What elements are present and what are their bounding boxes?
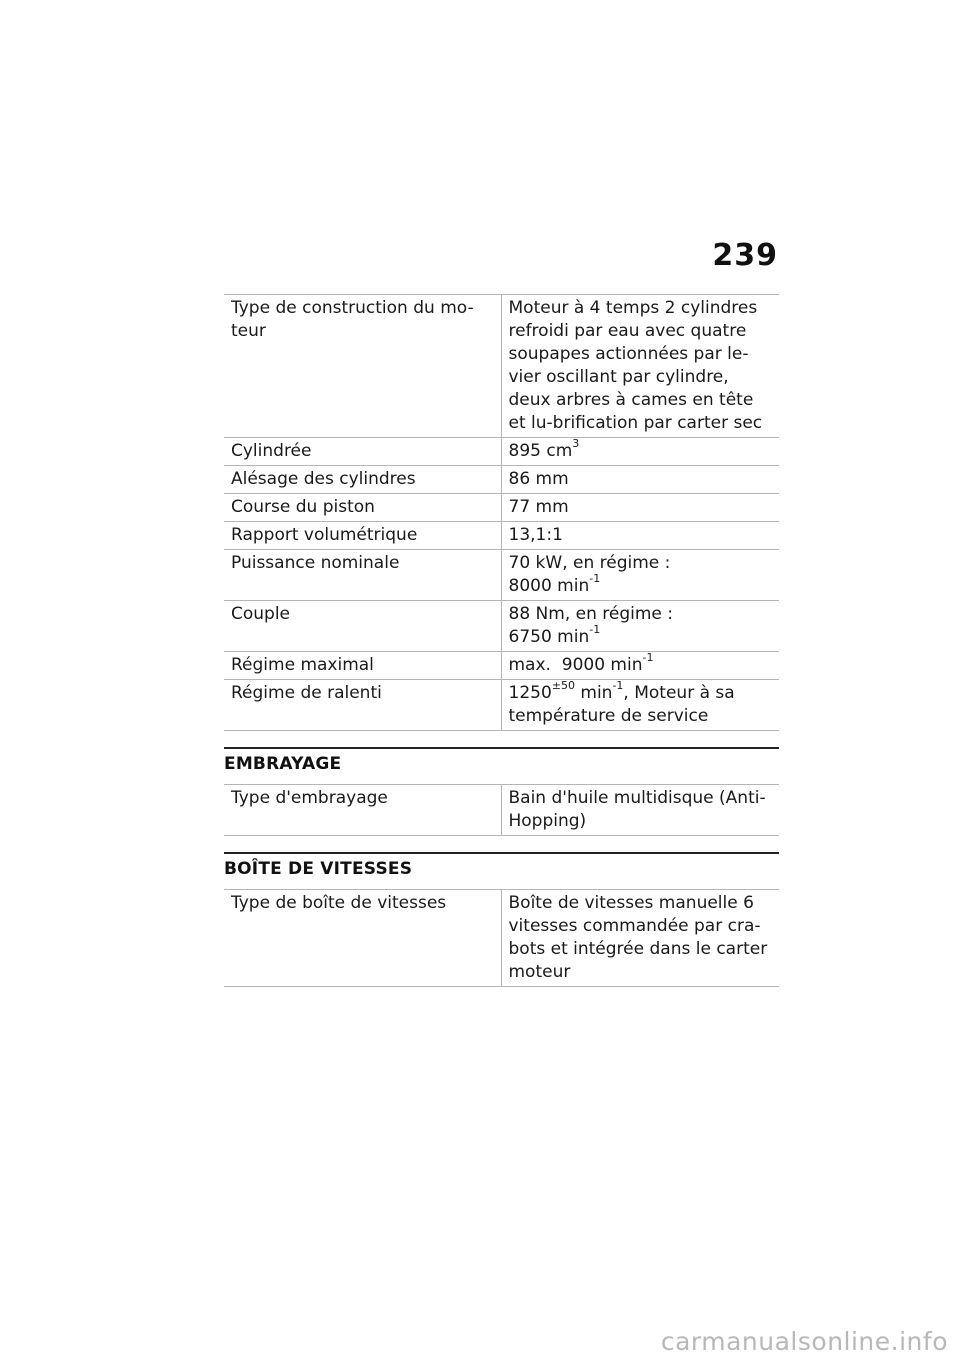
engine-spec-table [224, 294, 779, 731]
table-row [224, 652, 779, 680]
spec-value: 70 kW, en régime : 8000 $\min^{-1}$ [501, 550, 779, 601]
watermark-text: carmanualsonline.info [660, 1327, 948, 1356]
table-row [224, 522, 779, 550]
spec-value: 13,1:1 [501, 522, 779, 550]
spec-label: Type d'embrayage [224, 785, 501, 836]
spec-value: Bain d'huile multidisque (Anti-Hopping) [501, 785, 779, 836]
spec-content [224, 294, 779, 987]
spec-label: Alésage des cylindres [224, 466, 501, 494]
spec-label: Type de boîte de vitesses [224, 890, 501, 987]
spec-value: $1250^{\pm 50}$ $\min^{-1}$, Moteur à sa température de service [501, 680, 779, 731]
section-title-gearbox: BOÎTE DE VITESSES [224, 859, 413, 879]
table-row [224, 550, 779, 601]
spec-value: 88 Nm, en régime : 6750 $\min^{-1}$ [501, 601, 779, 652]
table-row [224, 438, 779, 466]
spec-label: Cylindrée [224, 438, 501, 466]
spec-label: Régime maximal [224, 652, 501, 680]
clutch-spec-table [224, 784, 779, 836]
page-number: 239 [712, 238, 778, 273]
gearbox-spec-table [224, 889, 779, 987]
spec-value: 86 mm [501, 466, 779, 494]
spec-label: Régime de ralenti [224, 680, 501, 731]
spec-value: 77 mm [501, 494, 779, 522]
spec-value: max. 9000 $\min^{-1}$ [501, 652, 779, 680]
table-row [224, 601, 779, 652]
table-row [224, 890, 779, 987]
table-row [224, 466, 779, 494]
table-row [224, 680, 779, 731]
section-title-clutch: EMBRAYAGE [224, 754, 342, 774]
spec-value: Moteur à 4 temps 2 cylindres refroidi par eau avec quatre soupapes actionnées par le-vier oscillant par cylindre, deux arbres à cames en tête et lu-brification par carter sec [501, 295, 779, 438]
spec-label: Type de construction du mo- teur [224, 295, 501, 438]
spec-label: Puissance nominale [224, 550, 501, 601]
table-row [224, 785, 779, 836]
spec-label: Couple [224, 601, 501, 652]
table-row [224, 295, 779, 438]
table-row [224, 494, 779, 522]
spec-value: 895 $cm^3$ [501, 438, 779, 466]
spec-label: Rapport volumétrique [224, 522, 501, 550]
engine-spec-body [224, 295, 779, 731]
spec-label: Course du piston [224, 494, 501, 522]
spec-value: Boîte de vitesses manuelle 6 vitesses commandée par cra-bots et intégrée dans le carter moteur [501, 890, 779, 987]
